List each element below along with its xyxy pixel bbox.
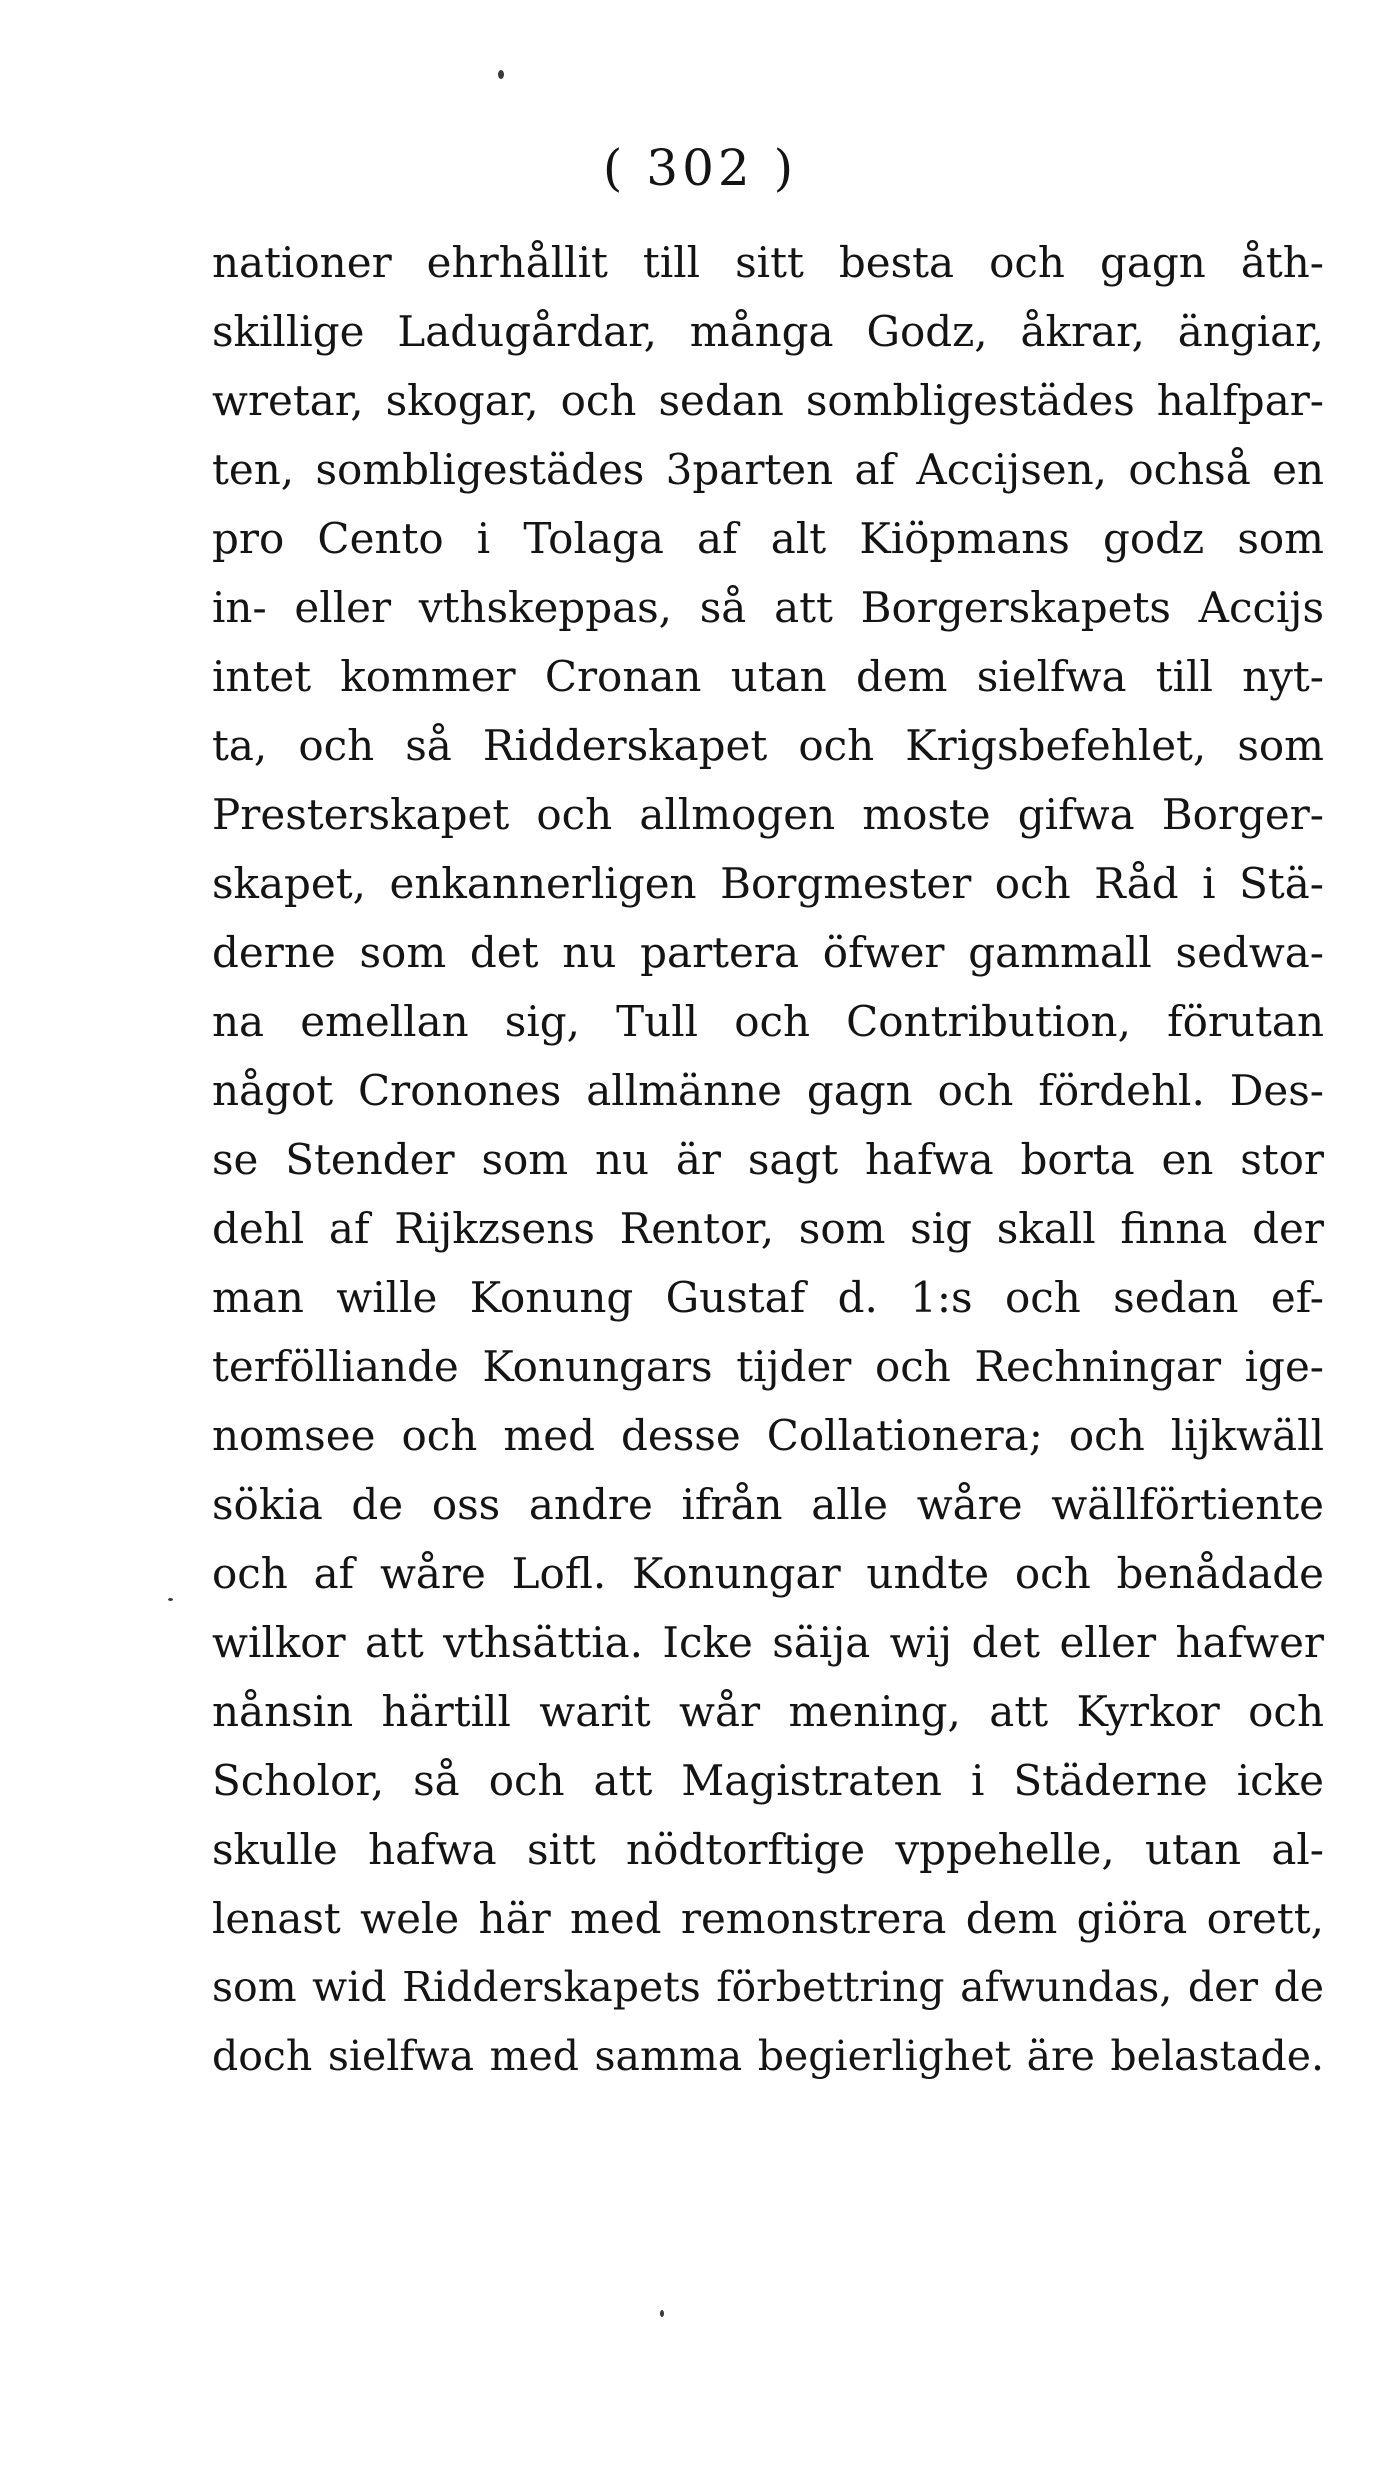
text-line: nomsee och med desse Collationera; och lijkwäll [212,1411,1324,1460]
text-line: sökia de oss andre ifrån alle wåre wällförtiente [212,1480,1324,1529]
ink-speck [498,70,504,79]
text-line: lenast wele här med remonstrera dem giöra orett, [212,1894,1324,1943]
text-line: se Stender som nu är sagt hafwa borta en stor [212,1135,1324,1184]
text-line: något Cronones allmänne gagn och fördehl. Des- [212,1066,1324,1115]
text-line: Scholor, så och att Magistraten i Städerne icke [212,1756,1324,1805]
text-line: ta, och så Ridderskapet och Krigsbefehlet, som [212,721,1324,770]
text-line: wilkor att vthsättia. Icke säija wij det eller hafwer [212,1618,1324,1667]
text-line: och af wåre Lofl. Konungar undte och benådade [212,1549,1324,1598]
text-line: intet kommer Cronan utan dem sielfwa till nyt- [212,652,1324,701]
text-line: pro Cento i Tolaga af alt Kiöpmans godz som [212,514,1324,563]
text-line: na emellan sig, Tull och Contribution, förutan [212,997,1324,1046]
text-line: in- eller vthskeppas, så att Borgerskapets Accijs [212,583,1324,632]
text-line: terfölliande Konungars tijder och Rechningar ige- [212,1342,1324,1391]
text-line: skulle hafwa sitt nödtorftige vppehelle, utan al- [212,1825,1324,1874]
text-line: wretar, skogar, och sedan sombligestädes halfpar- [212,376,1324,425]
text-line: man wille Konung Gustaf d. 1:s och sedan ef- [212,1273,1324,1322]
text-line: Presterskapet och allmogen moste gifwa Borger- [212,790,1324,839]
text-line: som wid Ridderskapets förbettring afwundas, der de [212,1963,1324,2011]
page-number: ( 302 ) [602,139,798,197]
text-line: skillige Ladugårdar, många Godz, åkrar, ängiar, [212,307,1324,356]
text-line: skapet, enkannerligen Borgmester och Råd i Stä- [212,859,1324,908]
text-line: nationer ehrhållit till sitt besta och gagn åth- [212,238,1324,287]
ink-speck [660,2310,664,2317]
text-line: derne som det nu partera öfwer gammall sedwa- [212,928,1324,977]
text-line: ten, sombligestädes 3parten af Accijsen, ochså en [212,445,1324,494]
text-line: dehl af Rijkzsens Rentor, som sig skall finna der [212,1204,1324,1253]
ink-speck [168,1598,173,1601]
text-line: nånsin härtill warit wår mening, att Kyrkor och [212,1687,1324,1736]
body-text [212,228,1324,2091]
text-line: doch sielfwa med samma begierlighet äre belastade. [212,2032,1324,2080]
